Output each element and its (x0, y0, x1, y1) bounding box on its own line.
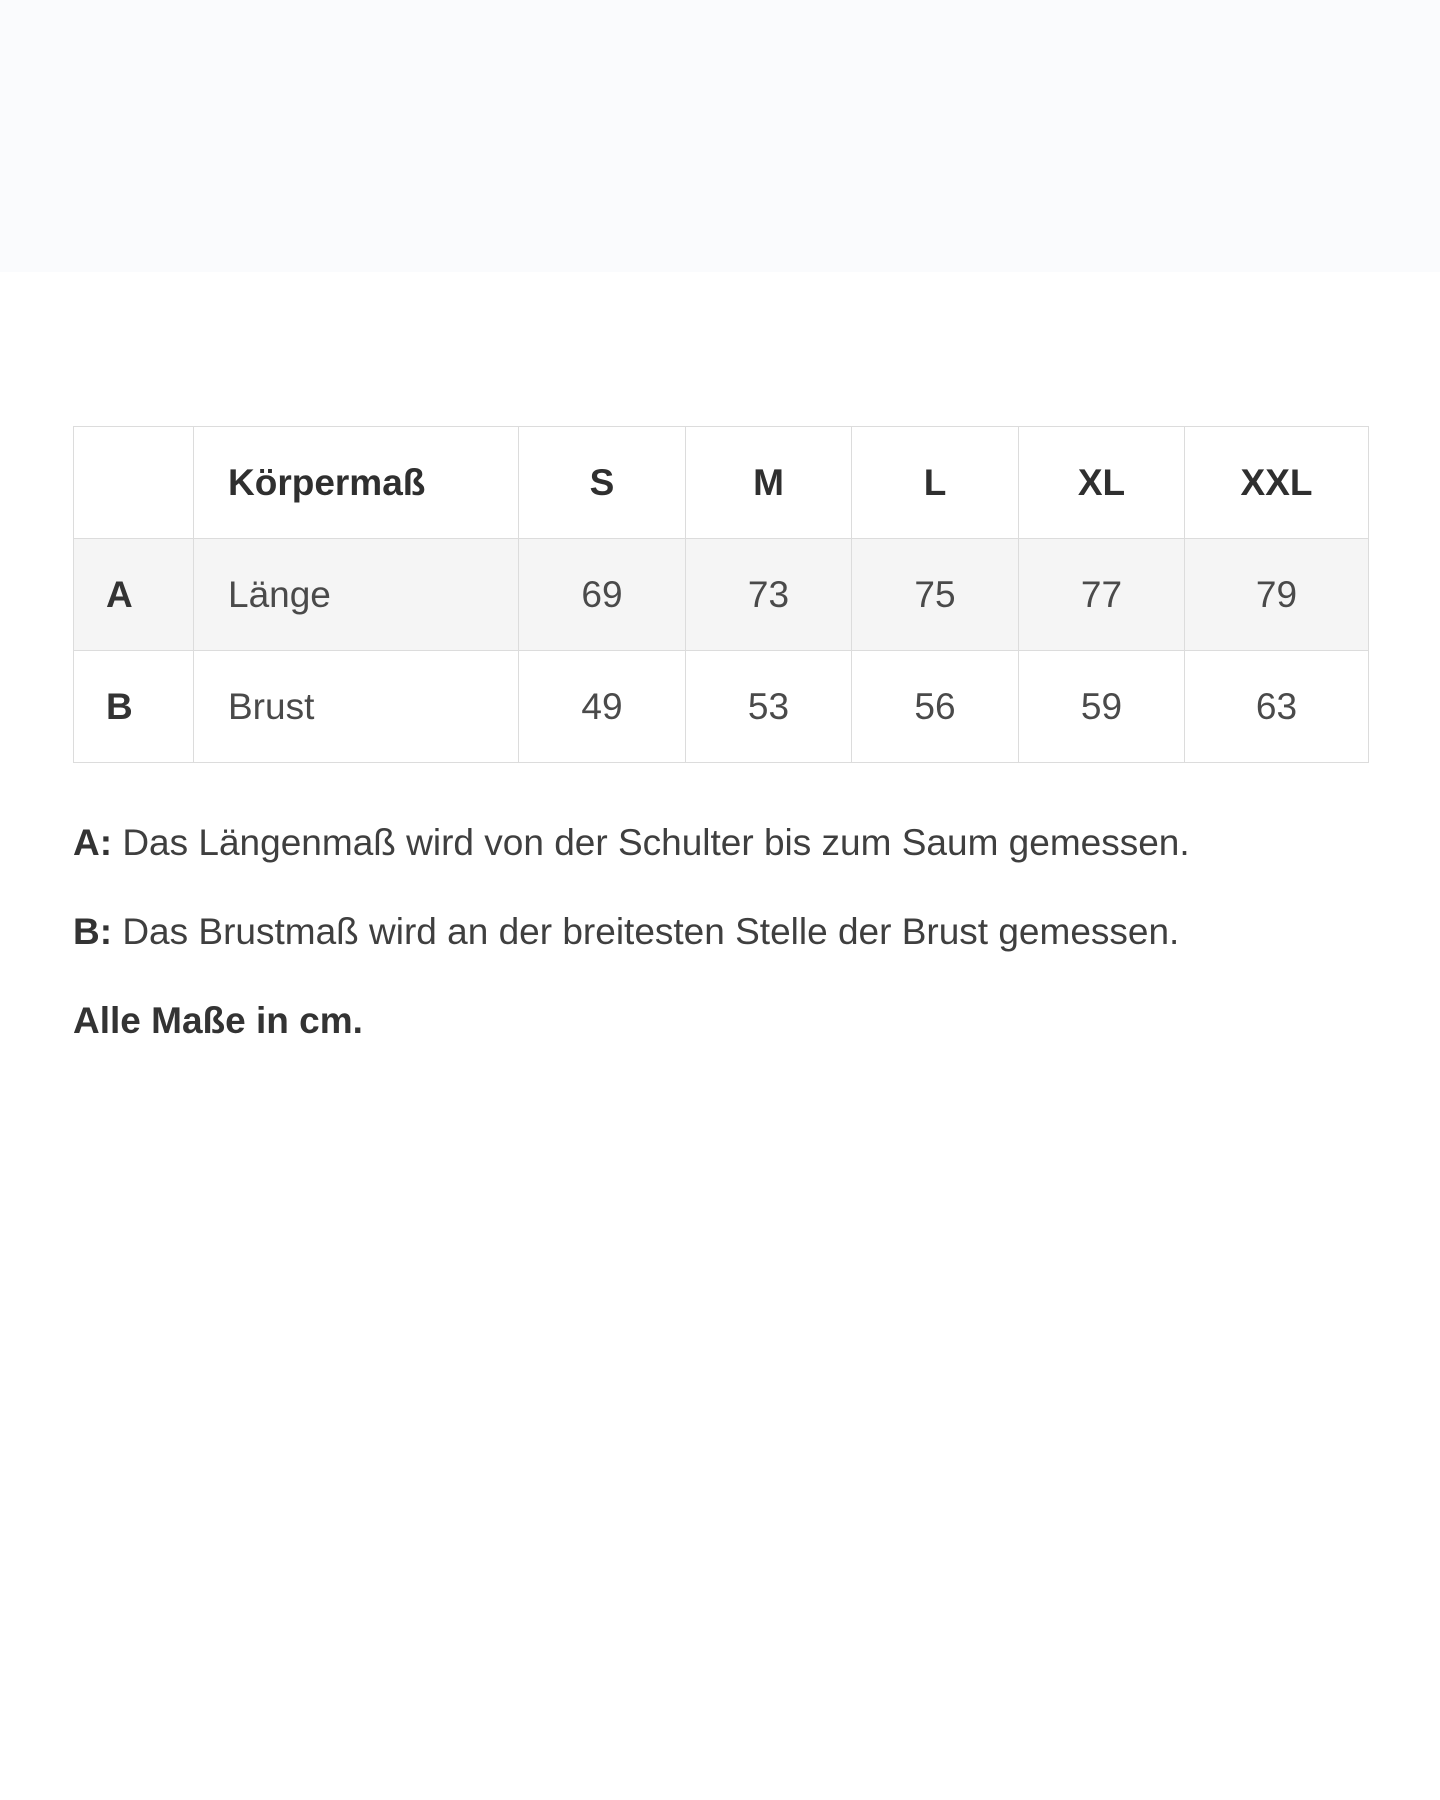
header-size-l: L (852, 427, 1019, 539)
units-note: Alle Maße in cm. (73, 1000, 363, 1041)
header-size-s: S (519, 427, 686, 539)
size-chart-table (73, 426, 1369, 763)
table-cell: 79 (1185, 539, 1369, 651)
note-b (73, 907, 1373, 957)
header-size-xxl: XXL (1185, 427, 1369, 539)
header-blank-cell (74, 427, 194, 539)
note-b-key: B: (73, 911, 113, 952)
row-key: A (74, 539, 194, 651)
table-header-row (74, 427, 1369, 539)
header-measure: Körpermaß (194, 427, 519, 539)
table-cell: 77 (1019, 539, 1185, 651)
table-cell: 63 (1185, 651, 1369, 763)
note-b-text: Das Brustmaß wird an der breitesten Stelle der Brust gemessen. (112, 911, 1180, 952)
measurement-notes (73, 818, 1373, 1046)
top-background-band (0, 0, 1440, 272)
note-a (73, 818, 1373, 868)
table-row (74, 651, 1369, 763)
table-cell: 73 (686, 539, 852, 651)
note-a-key: A: (73, 822, 113, 863)
table-cell: 59 (1019, 651, 1185, 763)
table-cell: 69 (519, 539, 686, 651)
row-label: Länge (194, 539, 519, 651)
table-cell: 75 (852, 539, 1019, 651)
row-label: Brust (194, 651, 519, 763)
table-cell: 53 (686, 651, 852, 763)
table-cell: 56 (852, 651, 1019, 763)
row-key: B (74, 651, 194, 763)
table-cell: 49 (519, 651, 686, 763)
note-a-text: Das Längenmaß wird von der Schulter bis zum Saum gemessen. (112, 822, 1190, 863)
table-row (74, 539, 1369, 651)
header-size-xl: XL (1019, 427, 1185, 539)
header-size-m: M (686, 427, 852, 539)
